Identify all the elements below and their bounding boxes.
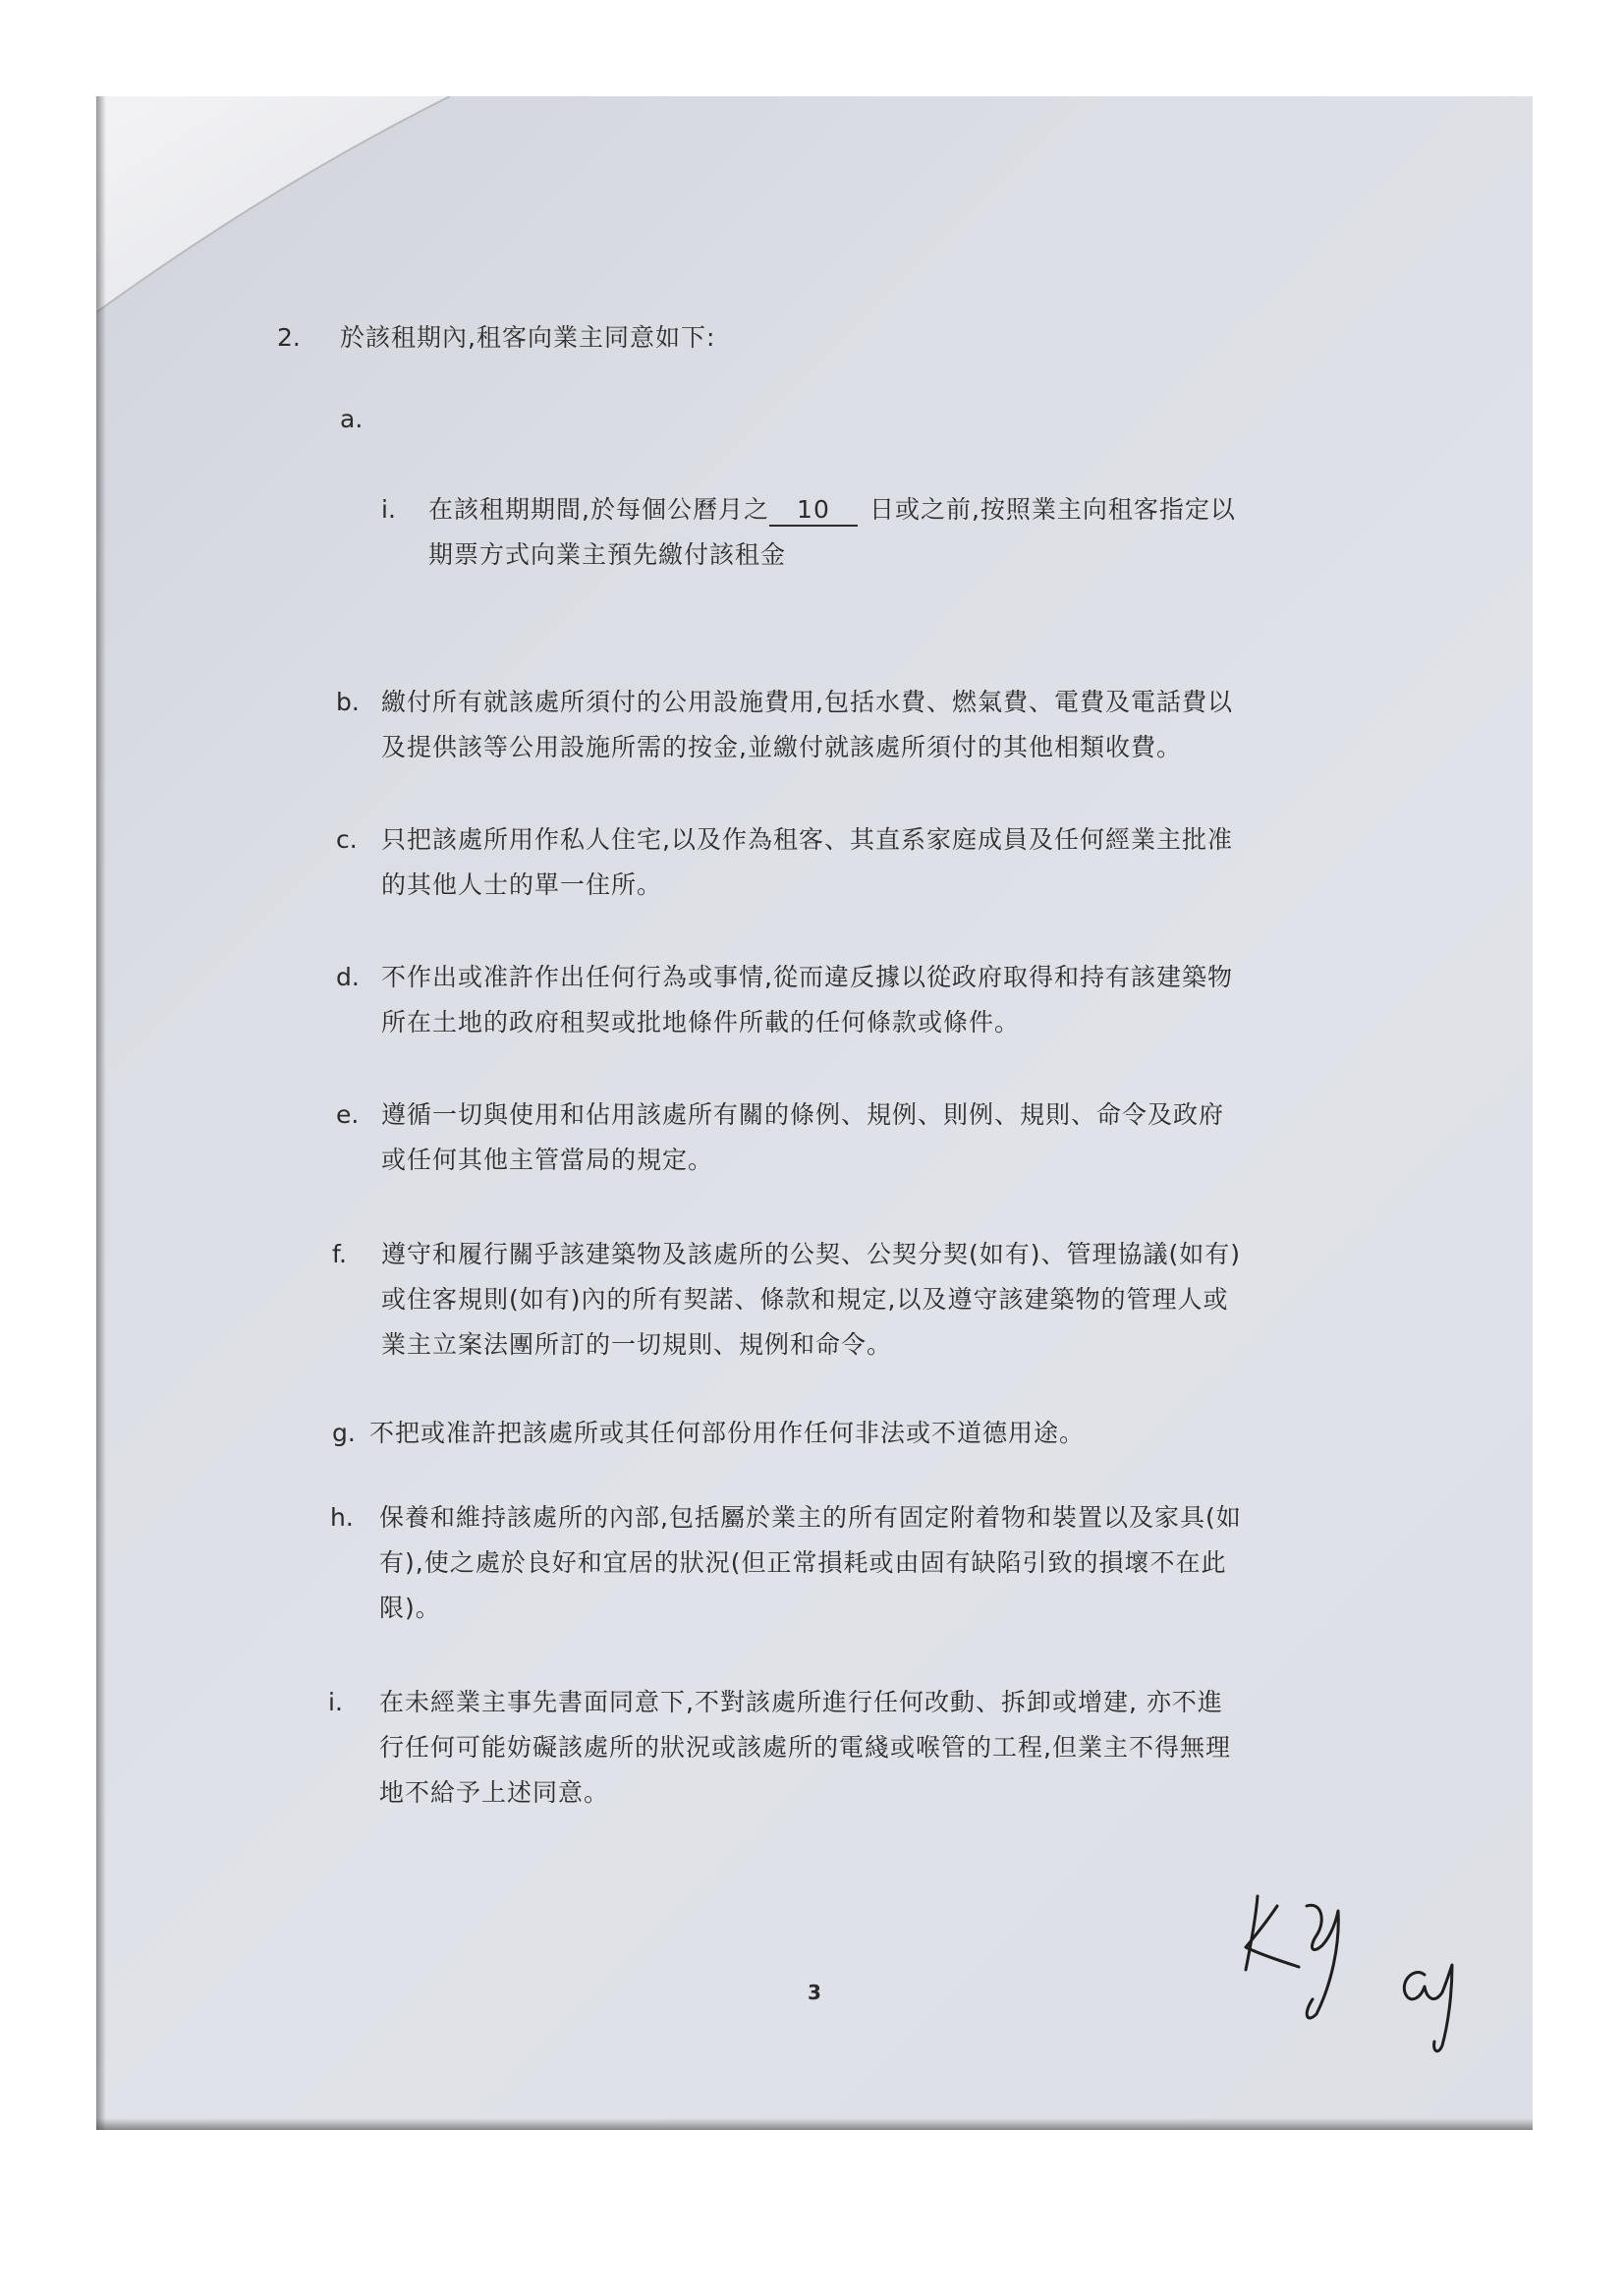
- item-f-line2: 或住客規則(如有)內的所有契諾、條款和規定,以及遵守該建築物的管理人或: [381, 1285, 1229, 1314]
- item-i-line1: 在未經業主事先書面同意下,不對該處所進行任何改動、拆卸或增建, 亦不進: [379, 1688, 1223, 1716]
- item-a-i-text-before: 在該租期期間,於每個公曆月之: [428, 495, 769, 524]
- item-g-line1: 不把或准許把該處所或其任何部份用作任何非法或不道德用途。: [369, 1419, 1086, 1447]
- rent-due-day-field: 10: [769, 495, 858, 527]
- item-h-line3: 限)。: [379, 1594, 441, 1622]
- item-g-label: g.: [332, 1419, 356, 1447]
- item-h-label: h.: [330, 1503, 354, 1532]
- handwritten-signature: [1130, 1876, 1542, 2073]
- item-b-label: b.: [336, 688, 360, 716]
- item-e-label: e.: [336, 1100, 360, 1129]
- item-a-i-label: i.: [381, 495, 396, 524]
- item-c-line2: 的其他人士的單一住所。: [381, 870, 663, 899]
- item-d-line2: 所在土地的政府租契或批地條件所載的任何條款或條件。: [381, 1008, 1021, 1036]
- item-f-line3: 業主立案法團所訂的一切規則、規例和命令。: [381, 1330, 893, 1359]
- left-edge-shadow: [96, 96, 106, 2130]
- item-b-line2: 及提供該等公用設施所需的按金,並繳付就該處所須付的其他相類收費。: [381, 733, 1182, 761]
- item-b-line1: 繳付所有就該處所須付的公用設施費用,包括水費、燃氣費、電費及電話費以: [381, 688, 1233, 716]
- item-i-line3: 地不給予上述同意。: [379, 1778, 610, 1807]
- clause-number: 2.: [277, 323, 301, 352]
- item-f-line1: 遵守和履行關乎該建築物及該處所的公契、公契分契(如有)、管理協議(如有): [381, 1240, 1242, 1268]
- item-d-label: d.: [336, 963, 360, 991]
- item-a-label: a.: [340, 405, 364, 433]
- item-h-line2: 有),使之處於良好和宜居的狀況(但正常損耗或由固有缺陷引致的損壞不在此: [379, 1548, 1227, 1577]
- item-e-line2: 或任何其他主管當局的規定。: [381, 1146, 714, 1174]
- item-a-i-line1: [428, 487, 1236, 532]
- item-d-line1: 不作出或准許作出任何行為或事情,從而違反據以從政府取得和持有該建築物: [381, 963, 1233, 991]
- bottom-edge-shadow: [96, 2118, 1533, 2130]
- item-c-line1: 只把該處所用作私人住宅,以及作為租客、其直系家庭成員及任何經業主批准: [381, 825, 1233, 854]
- item-a-i-line2: 期票方式向業主預先繳付該租金: [428, 540, 787, 569]
- item-e-line1: 遵循一切與使用和佔用該處所有關的條例、規例、則例、規則、命令及政府: [381, 1100, 1225, 1129]
- item-c-label: c.: [336, 825, 358, 854]
- document-photo: [96, 96, 1533, 2130]
- item-f-label: f.: [332, 1240, 347, 1268]
- item-h-line1: 保養和維持該處所的內部,包括屬於業主的所有固定附着物和裝置以及家具(如: [379, 1503, 1242, 1532]
- item-i-label: i.: [328, 1688, 343, 1716]
- item-a-i-text-after: 日或之前,按照業主向租客指定以: [868, 495, 1236, 524]
- page-number: 3: [808, 1981, 821, 2004]
- clause-intro: 於該租期內,租客向業主同意如下:: [340, 323, 716, 352]
- page-curl-shadow: [96, 96, 450, 312]
- item-i-line2: 行任何可能妨礙該處所的狀況或該處所的電綫或喉管的工程,但業主不得無理: [379, 1733, 1231, 1762]
